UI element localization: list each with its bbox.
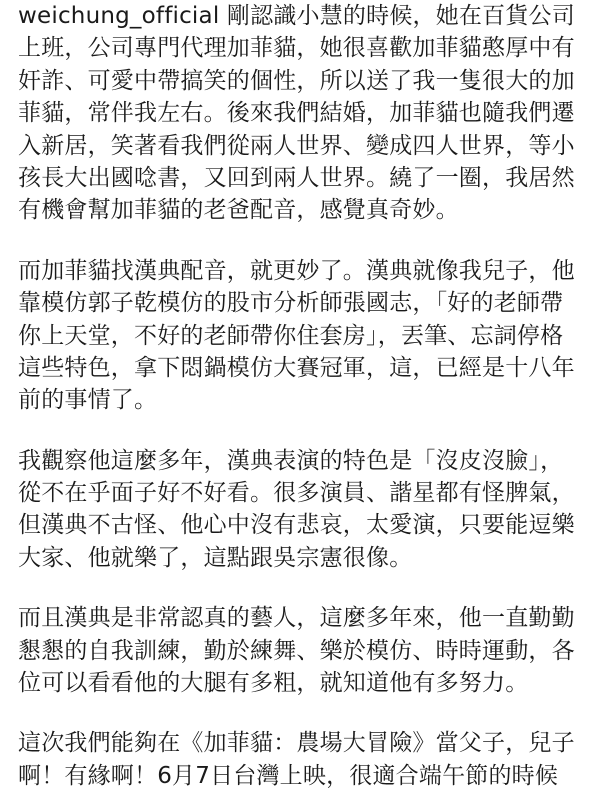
caption-line: 這次我們能夠在《加菲貓：農場大冒險》當父子，兒子 bbox=[18, 730, 575, 757]
caption-line: 靠模仿郭子乾模仿的股市分析師張國志，「好的老師帶 bbox=[18, 290, 564, 317]
caption-line: 啊！有緣啊！6月7日台灣上映，很適合端午節的時候 bbox=[18, 762, 559, 789]
paragraph-1 bbox=[18, 0, 590, 227]
caption-line: 前的事情了。 bbox=[18, 387, 158, 414]
caption-line: 但漢典不古怪、他心中沒有悲哀，太愛演，只要能逗樂 bbox=[18, 512, 575, 539]
caption-line: 有機會幫加菲貓的老爸配音，感覺真奇妙。 bbox=[18, 197, 459, 224]
caption-line: 奸詐、可愛中帶搞笑的個性，所以送了我一隻很大的加 bbox=[18, 67, 575, 94]
paragraph-5 bbox=[18, 727, 590, 792]
caption-line: 上班，公司專門代理加菲貓，她很喜歡加菲貓憨厚中有 bbox=[18, 35, 575, 62]
caption-line: 你上天堂，不好的老師帶你住套房」，丟筆、忘詞停格 bbox=[18, 322, 564, 349]
caption-line: 這些特色，拿下悶鍋模仿大賽冠軍，這，已經是十八年 bbox=[18, 354, 575, 381]
caption-line: 而且漢典是非常認真的藝人，這麼多年來，他一直勤勤 bbox=[18, 605, 575, 632]
caption-line: 懇懇的自我訓練，勤於練舞、樂於模仿、時時運動，各 bbox=[18, 637, 575, 664]
caption-line: 從不在乎面子好不好看。很多演員、諧星都有怪脾氣， bbox=[18, 480, 575, 507]
caption-line bbox=[18, 0, 590, 32]
paragraph-2 bbox=[18, 255, 590, 417]
post-caption bbox=[18, 0, 590, 792]
caption-line: 菲貓，常伴我左右。後來我們結婚，加菲貓也隨我們遷 bbox=[18, 100, 575, 127]
caption-text: 剛認識小慧的時候，她在百貨公司 bbox=[226, 3, 575, 29]
caption-line: 位可以看看他的大腿有多粗，就知道他有多努力。 bbox=[18, 670, 529, 697]
paragraph-3 bbox=[18, 445, 590, 575]
caption-line: 孩長大出國唸書，又回到兩人世界。繞了一圈，我居然 bbox=[18, 164, 575, 191]
caption-line: 而加菲貓找漢典配音，就更妙了。漢典就像我兒子，他 bbox=[18, 257, 575, 284]
caption-line: 入新居，笑著看我們從兩人世界、變成四人世界，等小 bbox=[18, 132, 575, 159]
caption-line: 我觀察他這麼多年，漢典表演的特色是「沒皮沒臉」， bbox=[18, 447, 564, 474]
username[interactable]: weichung_official bbox=[18, 3, 220, 29]
paragraph-4 bbox=[18, 602, 590, 699]
caption-line: 大家、他就樂了，這點跟吳宗憲很像。 bbox=[18, 544, 413, 571]
